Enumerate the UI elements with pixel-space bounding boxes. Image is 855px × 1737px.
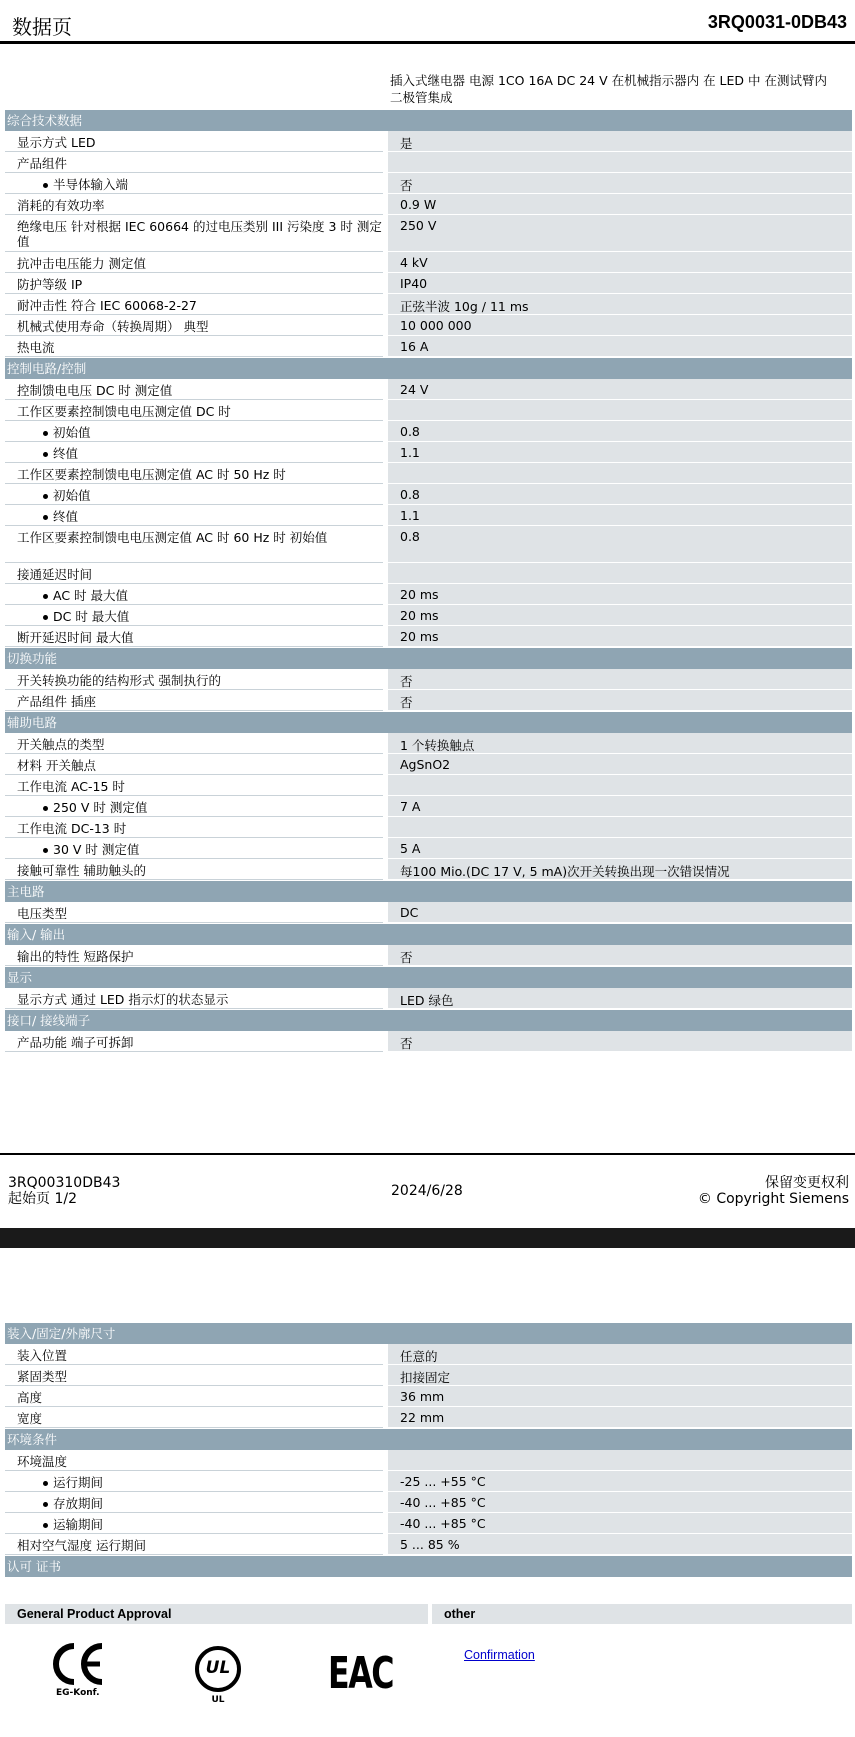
spec-row xyxy=(5,252,852,273)
spec-label xyxy=(5,775,383,796)
spec-value xyxy=(388,152,852,173)
spec-label-text: 终值 xyxy=(53,509,79,524)
spec-label-text: 工作区要素控制馈电电压测定值 DC 时 xyxy=(17,404,231,419)
eac-mark-text: EAC xyxy=(328,1648,394,1699)
spec-label xyxy=(5,1513,383,1534)
spec-label-text: 抗冲击电压能力 测定值 xyxy=(17,256,146,271)
spec-label xyxy=(5,505,383,526)
section-header: 切换功能 xyxy=(5,647,852,669)
spec-row xyxy=(5,775,852,796)
page-separator xyxy=(0,1228,855,1248)
spec-label-text: 工作电流 AC-15 时 xyxy=(17,779,125,794)
spec-label xyxy=(5,817,383,838)
spec-row xyxy=(5,1492,852,1513)
spec-row xyxy=(5,584,852,605)
spec-label-text: 250 V 时 测定值 xyxy=(53,800,148,815)
spec-value: 1.1 xyxy=(388,505,852,526)
spec-label-text: 接触可靠性 辅助触头的 xyxy=(17,863,146,878)
spec-label xyxy=(5,1407,383,1428)
spec-value xyxy=(388,1450,852,1471)
footer-date: 2024/6/28 xyxy=(391,1183,463,1199)
spec-value: IP40 xyxy=(388,273,852,294)
spec-label xyxy=(5,902,383,923)
spec-value xyxy=(388,400,852,421)
footer-code: 3RQ00310DB43 xyxy=(8,1175,121,1191)
spec-row xyxy=(5,626,852,647)
spec-label xyxy=(5,838,383,859)
bullet-icon xyxy=(43,1502,48,1507)
section-header: 环境条件 xyxy=(5,1428,852,1450)
section-header: 辅助电路 xyxy=(5,711,852,733)
section-header: 输入/ 输出 xyxy=(5,923,852,945)
spec-label-text: 机械式使用寿命（转换周期） 典型 xyxy=(17,319,209,334)
ce-caption: EG-Konf. xyxy=(56,1688,100,1698)
spec-label-text: 控制馈电电压 DC 时 测定值 xyxy=(17,383,173,398)
page-title: 数据页 xyxy=(12,15,72,39)
spec-label-text: 30 V 时 测定值 xyxy=(53,842,140,857)
spec-value: 扣接固定 xyxy=(388,1365,852,1386)
spec-label-text: 产品功能 端子可拆卸 xyxy=(17,1035,134,1050)
spec-row xyxy=(5,796,852,817)
spec-label-text: 产品组件 插座 xyxy=(17,694,96,709)
spec-value xyxy=(388,817,852,838)
spec-label-text: 相对空气湿度 运行期间 xyxy=(17,1538,146,1553)
spec-row xyxy=(5,1365,852,1386)
bullet-icon xyxy=(43,615,48,620)
footer-rights: 保留变更权利 xyxy=(765,1175,849,1191)
spec-row xyxy=(5,173,852,194)
spec-value xyxy=(388,563,852,584)
spec-value: 0.9 W xyxy=(388,194,852,215)
spec-label xyxy=(5,584,383,605)
spec-label-text: 宽度 xyxy=(17,1411,43,1426)
datasheet-page-2 xyxy=(0,1248,855,1737)
approval-other-header: other xyxy=(432,1604,852,1624)
spec-label xyxy=(5,484,383,505)
spec-label xyxy=(5,131,383,152)
spec-row xyxy=(5,605,852,626)
product-description: 插入式继电器 电源 1CO 16A DC 24 V 在机械指示器内 在 LED 中 在测试臂内 二极管集成 xyxy=(390,73,827,105)
spec-label xyxy=(5,421,383,442)
product-code: 3RQ0031-0DB43 xyxy=(707,12,847,32)
spec-row xyxy=(5,194,852,215)
spec-row xyxy=(5,669,852,690)
spec-value: 16 A xyxy=(388,336,852,357)
spec-row xyxy=(5,817,852,838)
spec-label xyxy=(5,605,383,626)
section-header: 装入/固定/外廓尺寸 xyxy=(5,1322,852,1344)
spec-row xyxy=(5,505,852,526)
spec-value: -25 ... +55 °C xyxy=(388,1471,852,1492)
spec-row xyxy=(5,400,852,421)
footer-copyright: © Copyright Siemens xyxy=(697,1191,849,1207)
bullet-icon xyxy=(43,515,48,520)
spec-label xyxy=(5,463,383,484)
spec-label xyxy=(5,626,383,647)
spec-label xyxy=(5,733,383,754)
spec-table-page-1 xyxy=(5,109,852,1052)
spec-label xyxy=(5,1471,383,1492)
spec-value: 是 xyxy=(388,131,852,152)
bullet-icon xyxy=(43,494,48,499)
spec-label-text: 显示方式 LED xyxy=(17,135,96,150)
spec-row xyxy=(5,1471,852,1492)
spec-label-text: 半导体输入端 xyxy=(53,177,129,192)
spec-value: 36 mm xyxy=(388,1386,852,1407)
spec-row xyxy=(5,1450,852,1471)
spec-value: 24 V xyxy=(388,379,852,400)
spec-label xyxy=(5,1344,383,1365)
spec-row xyxy=(5,442,852,463)
spec-label-text: 材料 开关触点 xyxy=(17,758,96,773)
spec-label xyxy=(5,336,383,357)
confirmation-link[interactable]: Confirmation xyxy=(464,1648,535,1662)
spec-row xyxy=(5,754,852,775)
page-footer xyxy=(0,1153,855,1207)
eac-mark-icon xyxy=(328,1650,418,1698)
spec-label-text: 热电流 xyxy=(17,340,55,355)
spec-value: 每100 Mio.(DC 17 V, 5 mA)次开关转换出现一次错误情况 xyxy=(388,859,852,880)
spec-label-text: AC 时 最大值 xyxy=(53,588,129,603)
spec-label-text: 防护等级 IP xyxy=(17,277,83,292)
spec-row xyxy=(5,215,852,252)
spec-label xyxy=(5,526,383,563)
spec-row xyxy=(5,1386,852,1407)
spec-row xyxy=(5,526,852,563)
spec-row xyxy=(5,484,852,505)
spec-label xyxy=(5,1450,383,1471)
spec-row xyxy=(5,733,852,754)
spec-value: 20 ms xyxy=(388,626,852,647)
spec-value: 1.1 xyxy=(388,442,852,463)
spec-row xyxy=(5,988,852,1009)
spec-label xyxy=(5,379,383,400)
spec-label-text: 工作电流 DC-13 时 xyxy=(17,821,127,836)
spec-label xyxy=(5,988,383,1009)
approval-header-row xyxy=(5,1604,852,1624)
spec-value: 5 ... 85 % xyxy=(388,1534,852,1555)
spec-label-text: 开关转换功能的结构形式 强制执行的 xyxy=(17,673,221,688)
spec-label xyxy=(5,194,383,215)
spec-value: 22 mm xyxy=(388,1407,852,1428)
spec-value: 否 xyxy=(388,945,852,966)
spec-row xyxy=(5,379,852,400)
spec-label-text: 初始值 xyxy=(53,488,91,503)
ul-caption: UL xyxy=(211,1695,225,1705)
spec-label xyxy=(5,669,383,690)
bullet-icon xyxy=(43,806,48,811)
spec-row xyxy=(5,421,852,442)
spec-label xyxy=(5,1031,383,1052)
spec-value: 否 xyxy=(388,669,852,690)
spec-label xyxy=(5,1492,383,1513)
spec-label-text: 断开延迟时间 最大值 xyxy=(17,630,134,645)
spec-label xyxy=(5,690,383,711)
spec-label xyxy=(5,152,383,173)
spec-row xyxy=(5,152,852,173)
section-header: 综合技术数据 xyxy=(5,109,852,131)
spec-table-page-2 xyxy=(5,1322,852,1577)
section-header: 控制电路/控制 xyxy=(5,357,852,379)
spec-value: -40 ... +85 °C xyxy=(388,1492,852,1513)
spec-label-text: 运行期间 xyxy=(53,1475,104,1490)
spec-row xyxy=(5,690,852,711)
spec-value: 0.8 xyxy=(388,421,852,442)
spec-row xyxy=(5,1513,852,1534)
spec-value: 250 V xyxy=(388,215,852,252)
ce-mark-icon xyxy=(50,1640,106,1704)
spec-label xyxy=(5,273,383,294)
spec-label-text: 绝缘电压 针对根据 IEC 60664 的过电压类别 III 污染度 3 时 测定值 xyxy=(17,219,382,249)
spec-value xyxy=(388,775,852,796)
spec-value: 20 ms xyxy=(388,584,852,605)
bullet-icon xyxy=(43,594,48,599)
spec-label-text: 耐冲击性 符合 IEC 60068-2-27 xyxy=(17,298,197,313)
spec-label xyxy=(5,1386,383,1407)
page-header xyxy=(0,0,855,44)
spec-label xyxy=(5,859,383,880)
section-header: 认可 证书 xyxy=(5,1555,852,1577)
spec-value: 1 个转换触点 xyxy=(388,733,852,754)
spec-value: 任意的 xyxy=(388,1344,852,1365)
spec-value: 10 000 000 xyxy=(388,315,852,336)
spec-label xyxy=(5,442,383,463)
spec-value xyxy=(388,463,852,484)
spec-label-text: 工作区要素控制馈电电压测定值 AC 时 50 Hz 时 xyxy=(17,467,286,482)
spec-row xyxy=(5,859,852,880)
spec-value: 4 kV xyxy=(388,252,852,273)
spec-label-text: 高度 xyxy=(17,1390,43,1405)
spec-label xyxy=(5,315,383,336)
spec-label xyxy=(5,215,383,252)
spec-label-text: 工作区要素控制馈电电压测定值 AC 时 60 Hz 时 初始值 xyxy=(17,530,328,545)
spec-row xyxy=(5,294,852,315)
spec-row xyxy=(5,945,852,966)
spec-label-text: 产品组件 xyxy=(17,156,68,171)
spec-value: -40 ... +85 °C xyxy=(388,1513,852,1534)
footer-page: 起始页 1/2 xyxy=(8,1191,77,1207)
spec-label-text: 电压类型 xyxy=(17,906,68,921)
spec-value: LED 绿色 xyxy=(388,988,852,1009)
spec-label-text: 运输期间 xyxy=(53,1517,104,1532)
bullet-icon xyxy=(43,183,48,188)
spec-row xyxy=(5,1031,852,1052)
spec-row xyxy=(5,131,852,152)
spec-row xyxy=(5,463,852,484)
spec-label-text: DC 时 最大值 xyxy=(53,609,130,624)
ul-mark-icon xyxy=(194,1645,242,1705)
spec-value: 0.8 xyxy=(388,484,852,505)
spec-label xyxy=(5,796,383,817)
approval-general-header: General Product Approval xyxy=(5,1604,428,1624)
bullet-icon xyxy=(43,431,48,436)
section-header: 显示 xyxy=(5,966,852,988)
spec-label-text: 存放期间 xyxy=(53,1496,104,1511)
spec-label xyxy=(5,754,383,775)
ul-mark-text: UL xyxy=(205,1658,231,1678)
spec-label-text: 显示方式 通过 LED 指示灯的状态显示 xyxy=(17,992,229,1007)
spec-label xyxy=(5,400,383,421)
spec-row xyxy=(5,1344,852,1365)
spec-label xyxy=(5,563,383,584)
spec-value: 0.8 xyxy=(388,526,852,563)
spec-label xyxy=(5,945,383,966)
spec-label-text: 接通延迟时间 xyxy=(17,567,93,582)
bullet-icon xyxy=(43,1481,48,1486)
spec-label-text: 紧固类型 xyxy=(17,1369,68,1384)
spec-row xyxy=(5,273,852,294)
bullet-icon xyxy=(43,1523,48,1528)
spec-value: 5 A xyxy=(388,838,852,859)
spec-label xyxy=(5,252,383,273)
spec-value: 7 A xyxy=(388,796,852,817)
spec-label xyxy=(5,1365,383,1386)
spec-value: AgSnO2 xyxy=(388,754,852,775)
spec-value: 否 xyxy=(388,690,852,711)
spec-label-text: 装入位置 xyxy=(17,1348,68,1363)
spec-value: 正弦半波 10g / 11 ms xyxy=(388,294,852,315)
section-header: 主电路 xyxy=(5,880,852,902)
spec-label-text: 输出的特性 短路保护 xyxy=(17,949,134,964)
spec-row xyxy=(5,1407,852,1428)
spec-label-text: 初始值 xyxy=(53,425,91,440)
spec-label-text: 环境温度 xyxy=(17,1454,68,1469)
spec-row xyxy=(5,1534,852,1555)
spec-value: 否 xyxy=(388,1031,852,1052)
spec-label xyxy=(5,173,383,194)
spec-row xyxy=(5,336,852,357)
spec-label xyxy=(5,1534,383,1555)
spec-row xyxy=(5,902,852,923)
bullet-icon xyxy=(43,452,48,457)
spec-value: 20 ms xyxy=(388,605,852,626)
spec-label-text: 终值 xyxy=(53,446,79,461)
bullet-icon xyxy=(43,848,48,853)
spec-label-text: 消耗的有效功率 xyxy=(17,198,105,213)
spec-row xyxy=(5,315,852,336)
spec-label-text: 开关触点的类型 xyxy=(17,737,105,752)
spec-row xyxy=(5,838,852,859)
section-header: 接口/ 接线端子 xyxy=(5,1009,852,1031)
spec-value: DC xyxy=(388,902,852,923)
spec-value: 否 xyxy=(388,173,852,194)
spec-row xyxy=(5,563,852,584)
spec-label xyxy=(5,294,383,315)
